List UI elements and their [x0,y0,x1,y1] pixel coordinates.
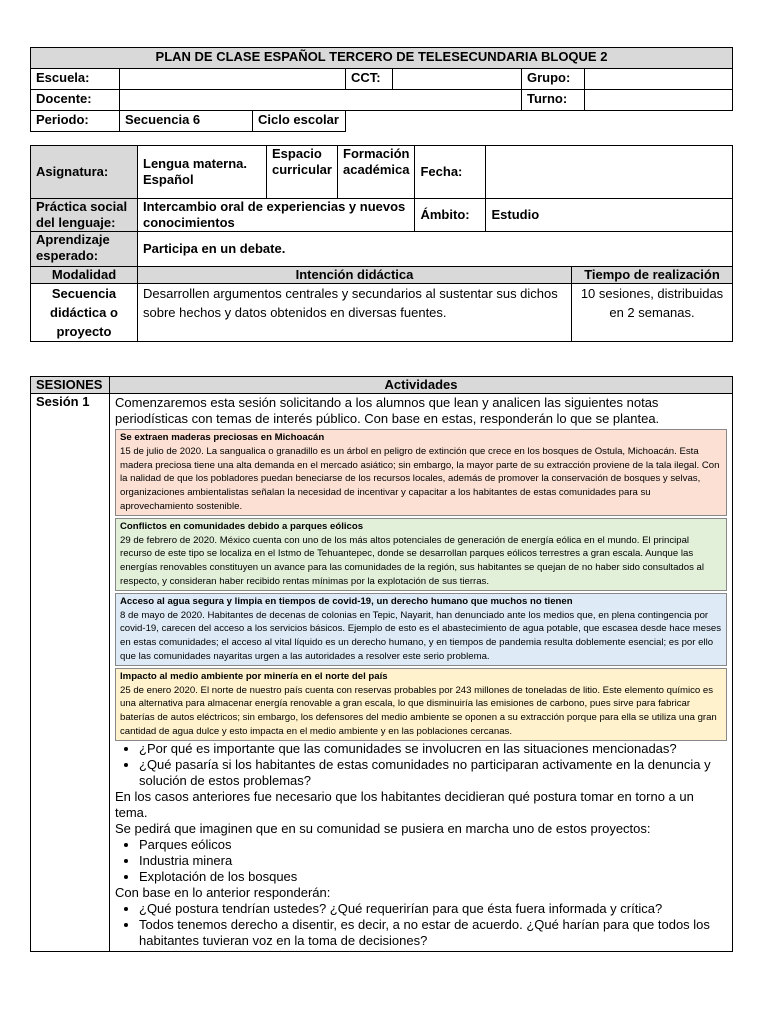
escuela-value[interactable] [120,69,346,90]
paragraph: Con base en lo anterior responderán: [115,884,331,900]
modalidad-header: Modalidad [31,267,138,284]
news-note [115,429,727,516]
activities-cell [110,394,733,952]
project-list [115,837,727,885]
list-item: • ¿Qué postura tendrían ustedes? ¿Qué requerirían para que ésta fuera informada y crítica? [139,901,727,917]
list-item: • ¿Por qué es importante que las comunidades se involucren en las situaciones mencionadas? [139,741,727,757]
ambito-value: Estudio [486,199,733,232]
note-body: 29 de febrero de 2020. México cuenta con uno de los más altos potenciales de generación de energía eólica en el mundo. El principal recurso de este tipo se localiza en el Istmo de Tehuantepec, donde se desarrollan parques eólicos terrestres a gran escala. Aunque las energías renovables constituyen un avance para las comunidades de la región, sus habitantes se quejan de no haber sido consultados al respecto, y consideran haber recibido rentas mínimas por la explotación de sus tierras. [120,534,705,587]
asignatura-label: Asignatura: [31,146,138,199]
blank-cell [346,111,733,132]
list-item: • ¿Qué pasaría si los habitantes de estas comunidades no participaran activamente en la denuncia y solución de estos problemas? [139,757,727,789]
cct-value[interactable] [393,69,522,90]
grupo-value[interactable] [585,69,733,90]
actividades-header: Actividades [110,377,733,394]
note-title: Conflictos en comunidades debido a parques eólicos [120,520,364,532]
note-title: Se extraen maderas preciosas en Michoacán [120,432,325,443]
formacion-label: Formación académica [338,146,415,199]
list-item: • Todos tenemos derecho a disentir, es decir, a no estar de acuerdo. ¿Qué harían para que todos los habitantes tuvieran voz en la toma de decisiones? [139,917,727,949]
sesion-label: Sesión 1 [31,394,110,952]
aprendizaje-value: Participa en un debate. [138,232,733,267]
docente-label: Docente: [31,90,120,111]
aprendizaje-label: Aprendizaje esperado: [31,232,138,267]
info-table [30,145,733,342]
list-item: • Parques eólicos [139,837,727,853]
list-item: • Explotación de los bosques [139,869,727,885]
sesiones-header: SESIONES [31,377,110,394]
fecha-value[interactable] [486,146,733,199]
plan-title: PLAN DE CLASE ESPAÑOL TERCERO DE TELESECUNDARIA BLOQUE 2 [31,48,733,69]
note-title: Acceso al agua segura y limpia en tiempos de covid-19, un derecho humano que muchos no tienen [120,595,573,607]
modalidad-value: Secuencia didáctica o proyecto [31,284,138,342]
grupo-label: Grupo: [522,69,585,90]
note-body: 8 de mayo de 2020. Habitantes de decenas de colonias en Tepic, Nayarit, han denunciado ante los medios que, en plena contingencia por covid-19, carecen del acceso a los servicios básicos. Ejemplo de esto es el abastecimiento de agua potable, que escasea desde hace meses en estas comunidades; el acceso al vital líquido es un derecho humano, y en tiempos de pandemia resulta doblemente esencial; es por ello que las comunidades nayaritas urgen a las autoridades a resolver este serio problema. [120,609,722,662]
news-note [115,593,727,666]
docente-value[interactable] [120,90,522,111]
intencion-value: Desarrollen argumentos centrales y secundarios al sustentar sus dichos sobre hechos y datos obtenidos en diversas fuentes. [138,284,572,342]
ciclo-label: Ciclo escolar [253,111,346,132]
question-list [115,741,727,789]
periodo-label: Periodo: [31,111,120,132]
tiempo-header: Tiempo de realización [572,267,733,284]
escuela-label: Escuela: [31,69,120,90]
header-table [30,47,733,132]
list-item: • Industria minera [139,853,727,869]
paragraph: Se pedirá que imaginen que en su comunidad se pusiera en marcha uno de estos proyectos: [115,820,651,836]
tiempo-value: 10 sesiones, distribuidas en 2 semanas. [572,284,733,342]
turno-label: Turno: [522,90,585,111]
asignatura-value: Lengua materna. Español [138,146,267,199]
turno-value[interactable] [585,90,733,111]
fecha-label: Fecha: [415,146,486,199]
practica-value: Intercambio oral de experiencias y nuevos conocimientos [138,199,415,232]
ambito-label: Ámbito: [415,199,486,232]
practica-label: Práctica social del lenguaje: [31,199,138,232]
news-note [115,518,727,591]
note-title: Impacto al medio ambiente por minería en el norte del país [120,670,388,682]
intro-text: Comenzaremos esta sesión solicitando a los alumnos que lean y analicen las siguientes notas periodísticas con temas de interés público. Con base en estas, responderán lo que se plantea. [115,395,660,426]
intencion-header: Intención didáctica [138,267,572,284]
note-body: 25 de enero 2020. El norte de nuestro país cuenta con reservas probables por 243 millones de toneladas de litio. Este elemento químico es una alternativa para almacenar energía renovable a gran escala, lo que disminuiría las emisiones de carbono, pues sirve para fabricar baterías de autos eléctricos; sin embargo, los defensores del medio ambiente se oponen a su extracción porque para ella se utiliza una gran cantidad de agua dulce y esto impacta en el medio ambiente y en las poblaciones cercanas. [120,684,717,737]
news-note [115,668,727,741]
periodo-value: Secuencia 6 [120,111,253,132]
question-list [115,901,727,949]
note-body: 15 de julio de 2020. La sangualica o granadillo es un árbol en peligro de extinción que crece en los bosques de Ostula, Michoacán. Esta madera preciosa tiene una alta demanda en el mercado asiático; sin embargo, la mayor parte de su extracción proviene de la tala ilegal. Con la nalidad de que los pobladores puedan beneciarse de los recursos locales, además de promover la conservación de bosques y selvas, organizaciones ambientalistas señalan la necesidad de incentivar y capacitar a los habitantes de estas comunidades para su aprovechamiento sostenible. [120,445,720,512]
sessions-table [30,376,733,952]
paragraph: En los casos anteriores fue necesario que los habitantes decidieran qué postura tomar en torno a un tema. [115,788,694,820]
espacio-label: Espacio curricular [267,146,338,199]
cct-label: CCT: [346,69,393,90]
